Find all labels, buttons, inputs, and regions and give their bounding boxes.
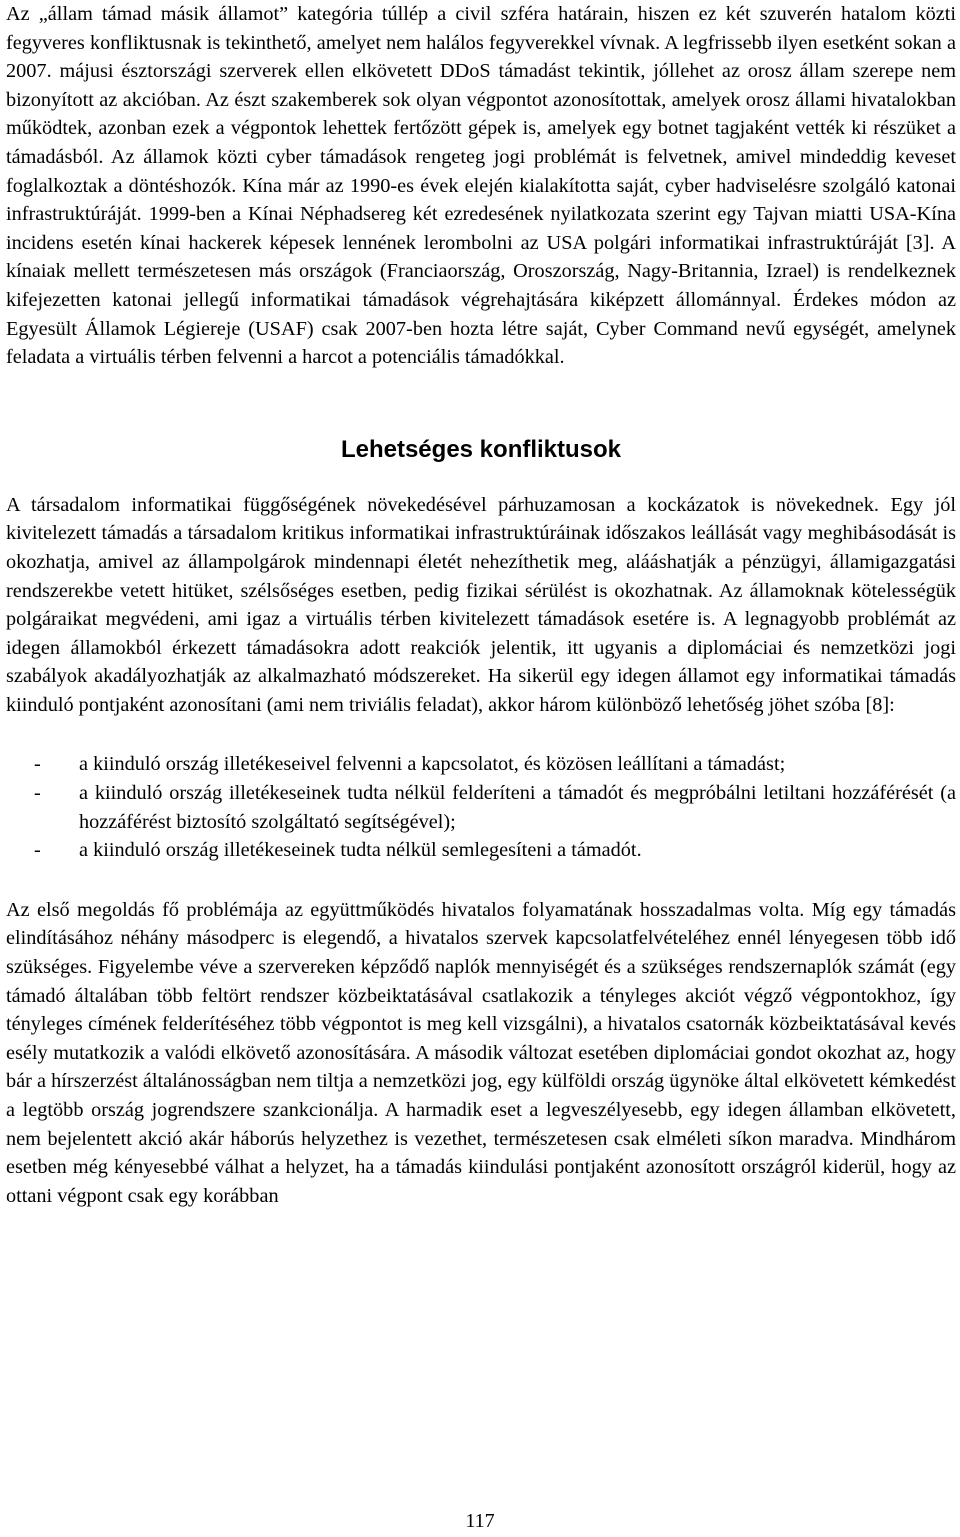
list-dash-marker: -	[34, 753, 41, 776]
page-number: 117	[465, 1510, 495, 1532]
list-item	[6, 779, 956, 836]
paragraph-state-attacks: Az „állam támad másik államot” kategória túllép a civil szféra határain, hiszen ez két szuverén hatalom közti fegyveres konfliktusnak is tekinthető, amelyet nem halálos fegyverekkel vívnak. A legfrissebb ilyen esetként sokan a 2007. májusi észtországi szerverek ellen elkövetett DDoS támadást tekintik, jóllehet az orosz állam szerepe nem bizonyított az akcióban. Az észt szakemberek sok olyan végpontot azonosítottak, amelyek orosz állami hivatalokban működtek, azonban ezek a végpontok lehettek fertőzött gépek is, amelyek egy botnet tagjaként vették ki részüket a támadásból. Az államok közti cyber támadások rengeteg jogi problémát is felvetnek, amivel mindeddig keveset foglalkoztak a döntéshozók. Kína már az 1990-es évek elején kialakította saját, cyber hadviselésre szolgáló katonai infrastruktúráját. 1999-ben a Kínai Néphadsereg két ezredesének nyilatkozata szerint egy Tajvan miatti USA-Kína incidens esetén kínai hackerek képesek lennének lerombolni az USA polgári informatikai infrastruktúráját [3]. A kínaiak mellett természetesen más országok (Franciaország, Oroszország, Nagy-Britannia, Izrael) is rendelkeznek kifejezetten katonai jellegű informatikai támadások végrehajtására kiképzett állománnyal. Érdekes módon az Egyesült Államok Légiereje (USAF) csak 2007-ben hozta létre saját, Cyber Command nevű egységét, amelynek feladata a virtuális térben felvenni a harcot a potenciális támadókkal.	[6, 3, 956, 369]
document-page	[6, 0, 956, 1210]
paragraph-first-solution: Az első megoldás fő problémája az együttműködés hivatalos folyamatának hosszadalmas volta. Míg egy támadás elindításához néhány másodperc is elegendő, a hivatalos szervek kapcsolatfelvételéhez ennél lényegesen több idő szükséges. Figyelembe véve a szervereken képződő naplók mennyiségét és a szükséges rendszernaplók számát (egy támadó általában több feltört rendszer közbeiktatásával csatlakozik a tényleges akciót végző végpontokhoz, így tényleges címének felderítéséhez több végpontot is meg kell vizsgálni), a hivatalos csatornák közbeiktatásával kevés esély mutatkozik a valódi elkövető azonosítására. A második változat esetében diplomáciai gondot okozhat az, hogy bár a hírszerzést általánosságban nem tiltja a nemzetközi jog, egy külföldi ország ügynöke által elkövetett kémkedést a legtöbb ország jogrendszere szankcionálja. A harmadik eset a legveszélyesebb, egy idegen államban elkövetett, nem bejelentett akció akár háborús helyzethez is vezethet, természetesen csak elméleti síkon maradva. Mindhárom esetben még kényesebbé válhat a helyzet, ha a támadás kiindulási pontjaként azonosított országról kiderül, hogy az ottani végpont csak egy korábban	[6, 898, 956, 1207]
list-item-text: a kiinduló ország illetékeseinek tudta nélkül felderíteni a támadót és megpróbálni letiltani hozzáférését (a hozzáférést biztosító szolgáltató segítségével);	[79, 782, 956, 833]
list-item-text: a kiinduló ország illetékeseinek tudta nélkül semlegesíteni a támadót.	[79, 839, 642, 862]
list-item	[6, 750, 956, 779]
paragraph-possible-conflicts: A társadalom informatikai függőségének növekedésével párhuzamosan a kockázatok is növekednek. Egy jól kivitelezett támadás a társadalom kritikus informatikai infrastruktúráinak időszakos leállását vagy meghibásodását is okozhatja, amivel az állampolgárok mindennapi életét nehezíthetik meg, alááshatják a pénzügyi, államigazgatási rendszerekbe vetett hitüket, szélsőséges esetben, pedig fizikai sérülést is okozhatnak. Az államoknak kötelességük polgáraikat megvédeni, ami igaz a virtuális térben kivitelezett támadások esetére is. A legnagyobb problémát az idegen államokból érkezett támadásokra adott reakciók jelentik, itt ugyanis a diplomáciai és nemzetközi jogi szabályok akadályozhatják az alkalmazható módszereket. Ha sikerül egy idegen államot egy informatikai támadás kiinduló pontjaként azonosítani (ami nem triviális feladat), akkor három különböző lehetőség jöhet szóba [8]:	[6, 493, 956, 716]
list-dash-marker: -	[34, 839, 41, 862]
list-item-text: a kiinduló ország illetékeseivel felvenni a kapcsolatot, és közösen leállítani a támadást;	[79, 753, 786, 776]
response-options-list	[6, 750, 956, 864]
list-item	[6, 836, 956, 865]
section-heading: Lehetséges konfliktusok	[340, 435, 622, 463]
list-dash-marker: -	[34, 782, 41, 805]
